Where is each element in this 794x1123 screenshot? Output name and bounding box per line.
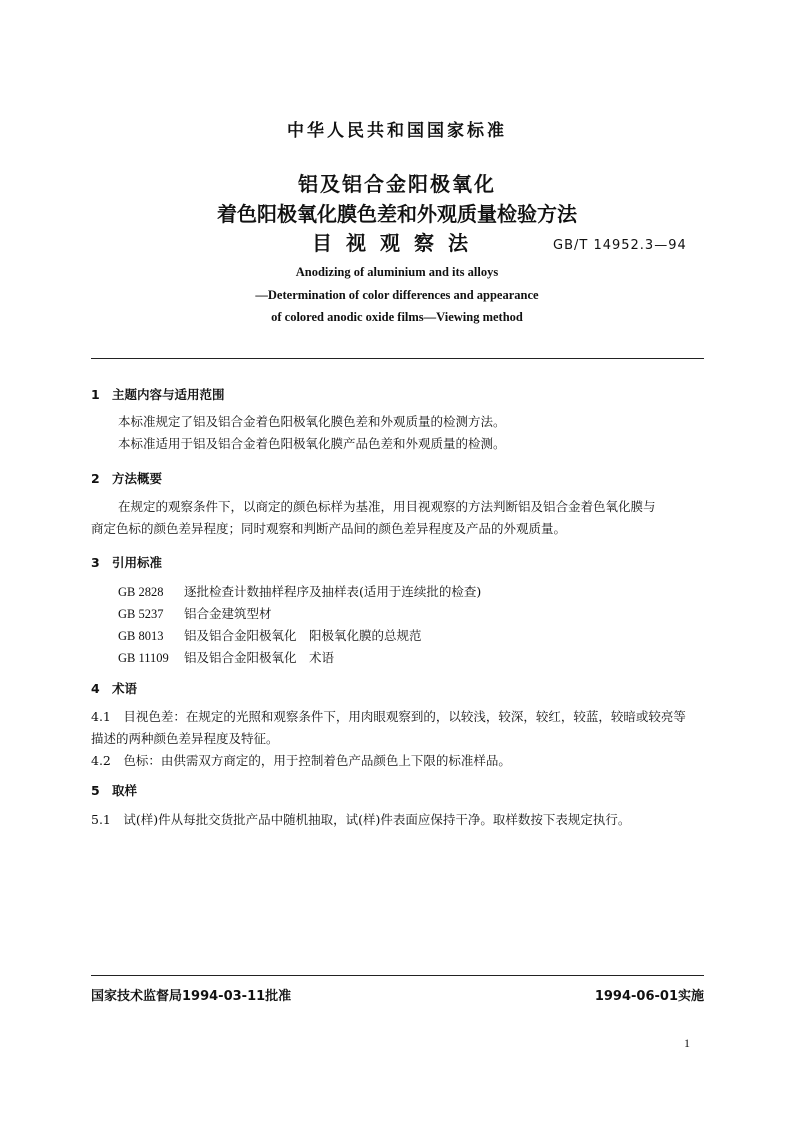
reference-code: GB 5237 bbox=[118, 607, 164, 621]
section-title: 方法概要 bbox=[112, 471, 163, 486]
footer-divider bbox=[91, 975, 704, 976]
reference-title: 铝及铝合金阳极氧化 术语 bbox=[184, 650, 335, 665]
section-number: 1 bbox=[91, 387, 100, 402]
reference-title: 铝合金建筑型材 bbox=[184, 606, 272, 621]
term-4-1-line-1: 4.1 目视色差：在规定的光照和观察条件下，用肉眼观察到的，以较浅，较深，较红，较蓝，较暗或较亮等 bbox=[91, 709, 686, 724]
reference-code: GB 2828 bbox=[118, 585, 164, 599]
section-number: 2 bbox=[91, 471, 100, 486]
title-line-1: 铝及铝合金阳极氧化 bbox=[298, 172, 496, 196]
section-2-paragraph-line-2: 商定色标的颜色差异程度；同时观察和判断产品间的颜色差异程度及产品的外观质量。 bbox=[91, 521, 567, 536]
reference-item bbox=[118, 604, 272, 622]
section-title: 主题内容与适用范围 bbox=[112, 387, 225, 402]
reference-item bbox=[118, 648, 334, 666]
term-4-2: 4.2 色标：由供需双方商定的，用于控制着色产品颜色上下限的标准样品。 bbox=[91, 753, 511, 768]
section-1-heading bbox=[91, 385, 225, 403]
section-2-heading bbox=[91, 469, 162, 487]
section-number: 4 bbox=[91, 681, 100, 696]
sampling-5-1: 5.1 试(样)件从每批交货批产品中随机抽取，试(样)件表面应保持干净。取样数按下表规定执行。 bbox=[91, 812, 631, 827]
english-title-line-2: —Determination of color differences and appearance bbox=[255, 288, 539, 302]
reference-code: GB 11109 bbox=[118, 651, 169, 665]
section-3-heading bbox=[91, 553, 162, 571]
page-number: 1 bbox=[684, 1036, 690, 1050]
section-number: 5 bbox=[91, 783, 100, 798]
section-title: 取样 bbox=[112, 783, 138, 798]
section-5-heading bbox=[91, 781, 137, 799]
term-4-1-line-2: 描述的两种颜色差异程度及特征。 bbox=[91, 731, 279, 746]
section-4-heading bbox=[91, 679, 137, 697]
reference-item bbox=[118, 582, 481, 600]
section-2-paragraph-line-1: 在规定的观察条件下，以商定的颜色标样为基准，用目视观察的方法判断铝及铝合金着色氧化膜与 bbox=[118, 499, 656, 514]
english-title-line-1: Anodizing of aluminium and its alloys bbox=[295, 265, 499, 279]
reference-code: GB 8013 bbox=[118, 629, 164, 643]
reference-item bbox=[118, 626, 422, 644]
section-1-paragraph-2: 本标准适用于铝及铝合金着色阳极氧化膜产品色差和外观质量的检测。 bbox=[118, 436, 506, 451]
english-title-line-3: of colored anodic oxide films—Viewing method bbox=[271, 310, 523, 324]
title-line-2: 着色阳极氧化膜色差和外观质量检验方法 bbox=[217, 202, 577, 226]
reference-title: 逐批检查计数抽样程序及抽样表(适用于连续批的检查) bbox=[184, 584, 482, 599]
reference-title: 铝及铝合金阳极氧化 阳极氧化膜的总规范 bbox=[184, 628, 422, 643]
title-line-3: 目视观察法 bbox=[312, 231, 482, 255]
header-divider bbox=[91, 358, 704, 359]
section-title: 术语 bbox=[112, 681, 138, 696]
section-1-paragraph-1: 本标准规定了铝及铝合金着色阳极氧化膜色差和外观质量的检测方法。 bbox=[118, 414, 506, 429]
standard-code: GB/T 14952.3—94 bbox=[553, 238, 687, 253]
national-standard-heading: 中华人民共和国国家标准 bbox=[287, 121, 507, 141]
section-number: 3 bbox=[91, 555, 100, 570]
section-title: 引用标准 bbox=[112, 555, 163, 570]
effective-date: 1994-06-01实施 bbox=[594, 989, 704, 1004]
approval-info: 国家技术监督局1994-03-11批准 bbox=[91, 989, 292, 1004]
